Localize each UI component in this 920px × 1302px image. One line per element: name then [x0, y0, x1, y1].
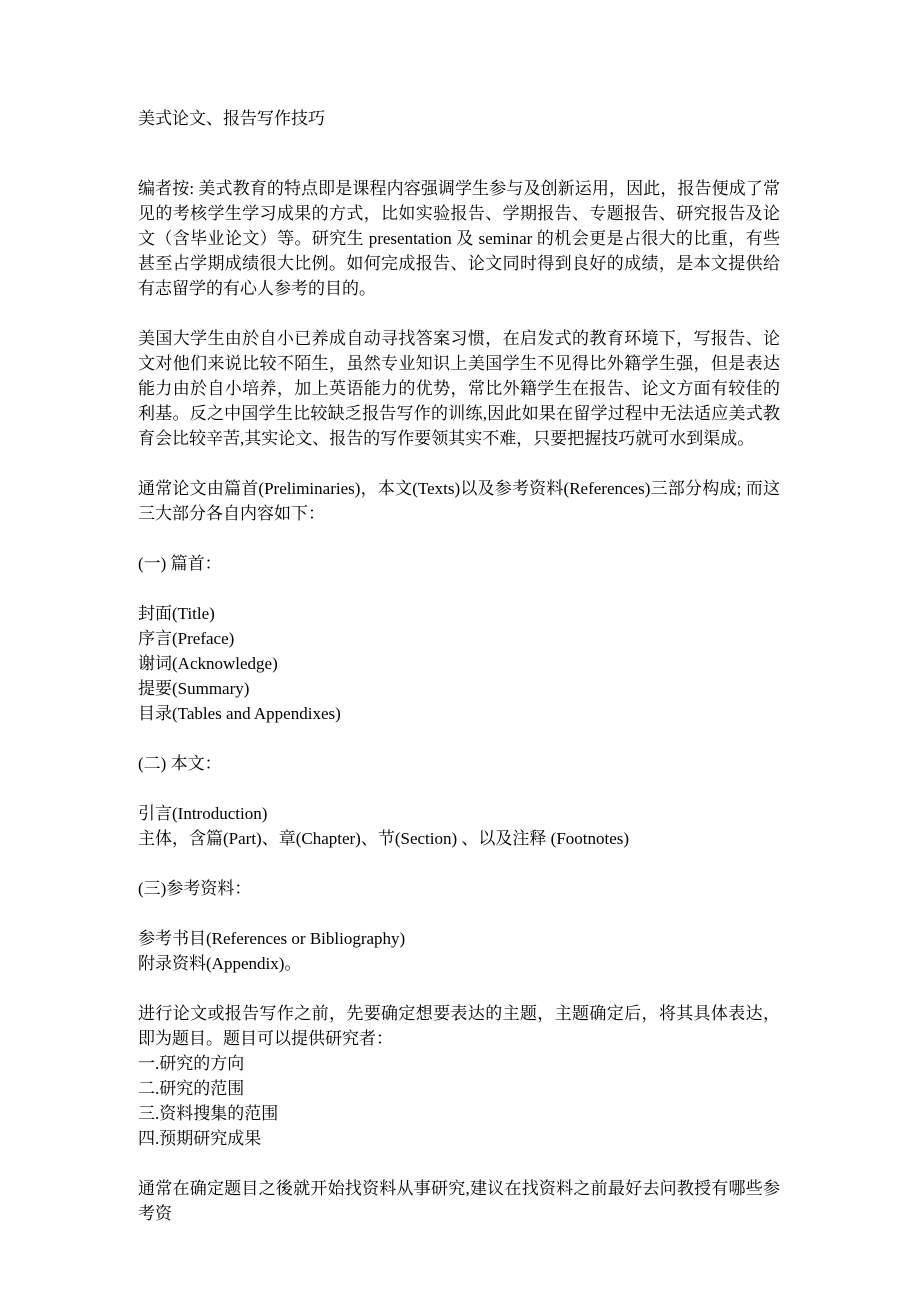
list-item: 目录(Tables and Appendixes) [138, 704, 341, 723]
list-item: 二.研究的范围 [138, 1079, 245, 1098]
list-item: 附录资料(Appendix)。 [138, 954, 302, 973]
list-item: 参考书目(References or Bibliography) [138, 929, 406, 948]
list-item: 四.预期研究成果 [138, 1129, 262, 1148]
list-item: 三.资料搜集的范围 [138, 1104, 279, 1123]
thesis-structure-paragraph: 通常论文由篇首(Preliminaries)，本文(Texts)以及参考资料(References)三部分构成; 而这三大部分各自内容如下： [138, 479, 780, 523]
topic-intro-paragraph: 进行论文或报告写作之前，先要确定想要表达的主题，主题确定后，将其具体表达，即为题目。题目可以提供研究者： [138, 1004, 780, 1048]
list-item: 提要(Summary) [138, 679, 250, 698]
section-1-items [138, 601, 780, 726]
list-item: 谢词(Acknowledge) [138, 654, 278, 673]
list-item: 主体，含篇(Part)、章(Chapter)、节(Section) 、以及注释 (Footnotes) [138, 829, 630, 848]
section-3-heading: (三)参考资料： [138, 879, 252, 898]
list-item: 封面(Title) [138, 604, 215, 623]
editor-note-paragraph: 编者按: 美式教育的特点即是课程内容强调学生参与及创新运用，因此，报告便成了常见的考核学生学习成果的方式，比如实验报告、学期报告、专题报告、研究报告及论文（含毕业论文）等。研究生 presentation 及 seminar 的机会更是占很大的比重，有些甚至占学期成绩很大比例。如何完成报告、论文同时得到良好的成绩，是本文提供给有志留学的有心人参考的目的。 [138, 179, 780, 298]
section-2-heading: (二) 本文： [138, 754, 222, 773]
topic-selection-block [138, 1001, 780, 1151]
list-item: 序言(Preface) [138, 629, 235, 648]
american-students-paragraph: 美国大学生由於自小已养成自动寻找答案习惯，在启发式的教育环境下，写报告、论文对他们来说比较不陌生，虽然专业知识上美国学生不见得比外籍学生强，但是表达能力由於自小培养，加上英语能力的优势，常比外籍学生在报告、论文方面有较佳的利基。反之中国学生比较缺乏报告写作的训练,因此如果在留学过程中无法适应美式教育会比较辛苦,其实论文、报告的写作要领其实不难，只要把握技巧就可水到渠成。 [138, 329, 780, 448]
section-3-items [138, 926, 780, 976]
list-item: 一.研究的方向 [138, 1054, 245, 1073]
closing-paragraph: 通常在确定题目之後就开始找资料从事研究,建议在找资料之前最好去问教授有哪些参考资 [138, 1179, 780, 1223]
list-item: 引言(Introduction) [138, 804, 268, 823]
section-2-items [138, 801, 780, 851]
section-1-heading: (一) 篇首： [138, 554, 222, 573]
document-title: 美式论文、报告写作技巧 [138, 109, 325, 128]
